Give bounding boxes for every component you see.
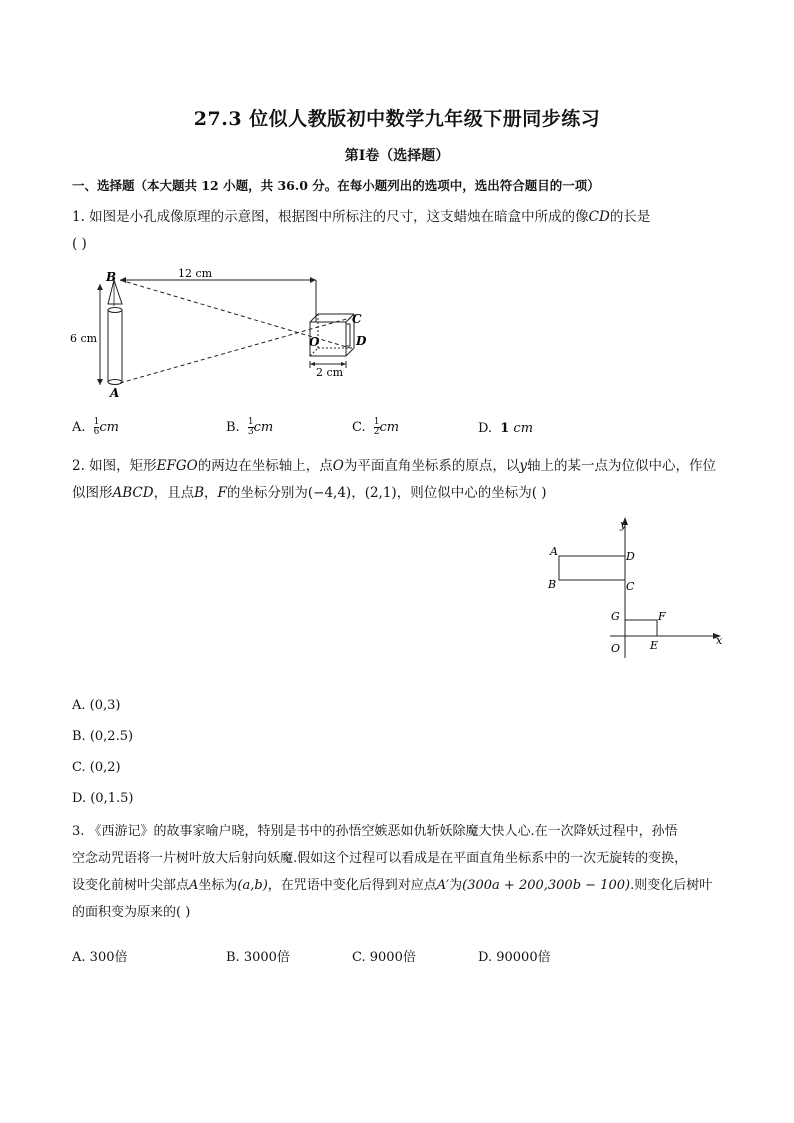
question-2-text bbox=[72, 453, 724, 507]
unit: cm bbox=[253, 420, 274, 435]
q1-var-cd: CD bbox=[588, 209, 610, 225]
q3-var: (300a + 200,300b − 100) bbox=[462, 878, 631, 893]
q2-text: 为平面直角坐标系的原点，以 bbox=[343, 458, 520, 474]
label-g: G bbox=[611, 610, 620, 623]
q2-text: ，且点 bbox=[153, 485, 195, 501]
frac-den: 3 bbox=[247, 427, 254, 437]
label-2cm: 2 cm bbox=[316, 366, 344, 379]
q1-option-b[interactable] bbox=[226, 418, 273, 437]
option-letter: A. bbox=[72, 950, 86, 965]
q3-text: ，在咒语中变化后得到对应点 bbox=[267, 878, 437, 893]
q3-text: 坐标为 bbox=[198, 878, 238, 893]
q2-option-a[interactable] bbox=[72, 698, 121, 713]
coordinate-figure bbox=[540, 512, 730, 660]
frac-num: 1 bbox=[373, 417, 380, 427]
option-value: (0,2) bbox=[89, 760, 121, 775]
option-letter: B. bbox=[226, 420, 240, 435]
q2-var: B bbox=[194, 485, 204, 501]
q1-answer-paren: ( ) bbox=[72, 236, 87, 252]
option-value: 9000倍 bbox=[369, 950, 416, 965]
label-6cm: 6 cm bbox=[70, 332, 98, 345]
option-value: 90000倍 bbox=[496, 950, 551, 965]
q1-option-d[interactable] bbox=[478, 421, 533, 436]
label-c: C bbox=[626, 580, 635, 593]
section-heading: 一、选择题（本大题共 12 小题，共 36.0 分。在每小题列出的选项中，选出符合题目的一项） bbox=[72, 178, 600, 193]
q2-var: ABCD bbox=[112, 485, 154, 501]
q2-option-c[interactable] bbox=[72, 760, 121, 775]
q3-line1: 3. 《西游记》的故事家喻户晓，特别是书中的孙悟空嫉恶如仇斩妖除魔大快人心.在一次降妖过程中，孙悟 bbox=[72, 824, 678, 839]
question-1-text bbox=[72, 204, 724, 258]
unit: cm bbox=[99, 420, 120, 435]
q3-option-a[interactable] bbox=[72, 946, 128, 965]
q2-text: ， bbox=[204, 485, 218, 501]
frac-num: 1 bbox=[93, 417, 100, 427]
q2-text: 的两边在坐标轴上，点 bbox=[197, 458, 333, 474]
option-letter: D. bbox=[72, 791, 87, 806]
frac-den: 2 bbox=[373, 427, 380, 437]
label-d: D bbox=[626, 550, 635, 563]
page-title: 27.3 位似人教版初中数学九年级下册同步练习 bbox=[193, 108, 601, 130]
option-value: (0,1.5) bbox=[90, 791, 134, 806]
section-subtitle: 第Ⅰ卷（选择题） bbox=[344, 148, 450, 164]
q3-var: (a,b) bbox=[237, 878, 268, 893]
q2-text: ，则位似中心的坐标为( ) bbox=[396, 485, 547, 501]
option-letter: C. bbox=[72, 760, 86, 775]
q2-var: EFGO bbox=[156, 458, 198, 474]
q2-option-b[interactable] bbox=[72, 729, 133, 744]
label-o: O bbox=[611, 642, 621, 655]
q3-line2: 空念动咒语将一片树叶放大后射向妖魔.假如这个过程可以看成是在平面直角坐标系中的一次无旋转的变换， bbox=[72, 851, 688, 866]
q1-option-c[interactable] bbox=[352, 418, 399, 437]
label-f: F bbox=[658, 610, 666, 623]
q3-option-b[interactable] bbox=[226, 946, 290, 965]
label-e: E bbox=[650, 639, 659, 652]
option-value: 3000倍 bbox=[243, 950, 290, 965]
option-letter: D. bbox=[478, 950, 493, 965]
label-b: B bbox=[106, 270, 117, 284]
label-b: B bbox=[548, 578, 557, 591]
q2-coords: (−4,4)，(2,1) bbox=[307, 485, 397, 501]
q3-option-c[interactable] bbox=[352, 946, 416, 965]
q2-text: 似图形 bbox=[72, 485, 113, 501]
option-value: 1 bbox=[500, 421, 510, 436]
pinhole-figure bbox=[66, 266, 386, 406]
label-y: y bbox=[620, 518, 627, 531]
label-c: C bbox=[352, 312, 362, 326]
option-letter: D. bbox=[478, 421, 493, 436]
option-value: (0,3) bbox=[89, 698, 121, 713]
q3-text: 为 bbox=[449, 878, 463, 893]
q2-option-d[interactable] bbox=[72, 791, 133, 806]
option-value: 300倍 bbox=[89, 950, 128, 965]
q2-text: 轴上的某一点为位似中心，作位 bbox=[526, 458, 716, 474]
option-letter: C. bbox=[352, 420, 366, 435]
q2-text: 的坐标分别为 bbox=[226, 485, 308, 501]
q3-var: A′ bbox=[436, 878, 450, 893]
option-letter: A. bbox=[72, 698, 86, 713]
q1-line1: 1. 如图是小孔成像原理的示意图，根据图中所标注的尺寸，这支蜡烛在暗盒中所成的像 bbox=[72, 209, 589, 225]
q1-line1-end: 的长是 bbox=[609, 209, 651, 225]
frac-den: 6 bbox=[93, 427, 100, 437]
option-value: (0,2.5) bbox=[89, 729, 134, 744]
q2-text: 2. 如图，矩形 bbox=[72, 458, 157, 474]
q3-var: A bbox=[189, 878, 199, 893]
label-a: A bbox=[110, 386, 120, 400]
label-d: D bbox=[356, 334, 367, 348]
q2-var: O bbox=[332, 458, 344, 474]
q3-text: .则变化后树叶 bbox=[630, 878, 713, 893]
frac-num: 1 bbox=[247, 417, 254, 427]
label-x: x bbox=[716, 634, 723, 647]
q2-var: y bbox=[519, 458, 527, 474]
label-12cm: 12 cm bbox=[178, 267, 213, 280]
question-3-text bbox=[72, 818, 724, 926]
q2-var: F bbox=[217, 485, 227, 501]
label-o: O bbox=[309, 335, 320, 349]
unit: cm bbox=[513, 421, 534, 436]
q3-option-d[interactable] bbox=[478, 946, 551, 965]
unit: cm bbox=[379, 420, 400, 435]
q3-line4: 的面积变为原来的( ) bbox=[72, 905, 191, 920]
q1-option-a[interactable] bbox=[72, 418, 119, 437]
option-letter: C. bbox=[352, 950, 366, 965]
q3-text: 设变化前树叶尖部点 bbox=[72, 878, 190, 893]
option-letter: A. bbox=[72, 420, 86, 435]
label-a: A bbox=[550, 545, 558, 558]
option-letter: B. bbox=[226, 950, 240, 965]
option-letter: B. bbox=[72, 729, 86, 744]
